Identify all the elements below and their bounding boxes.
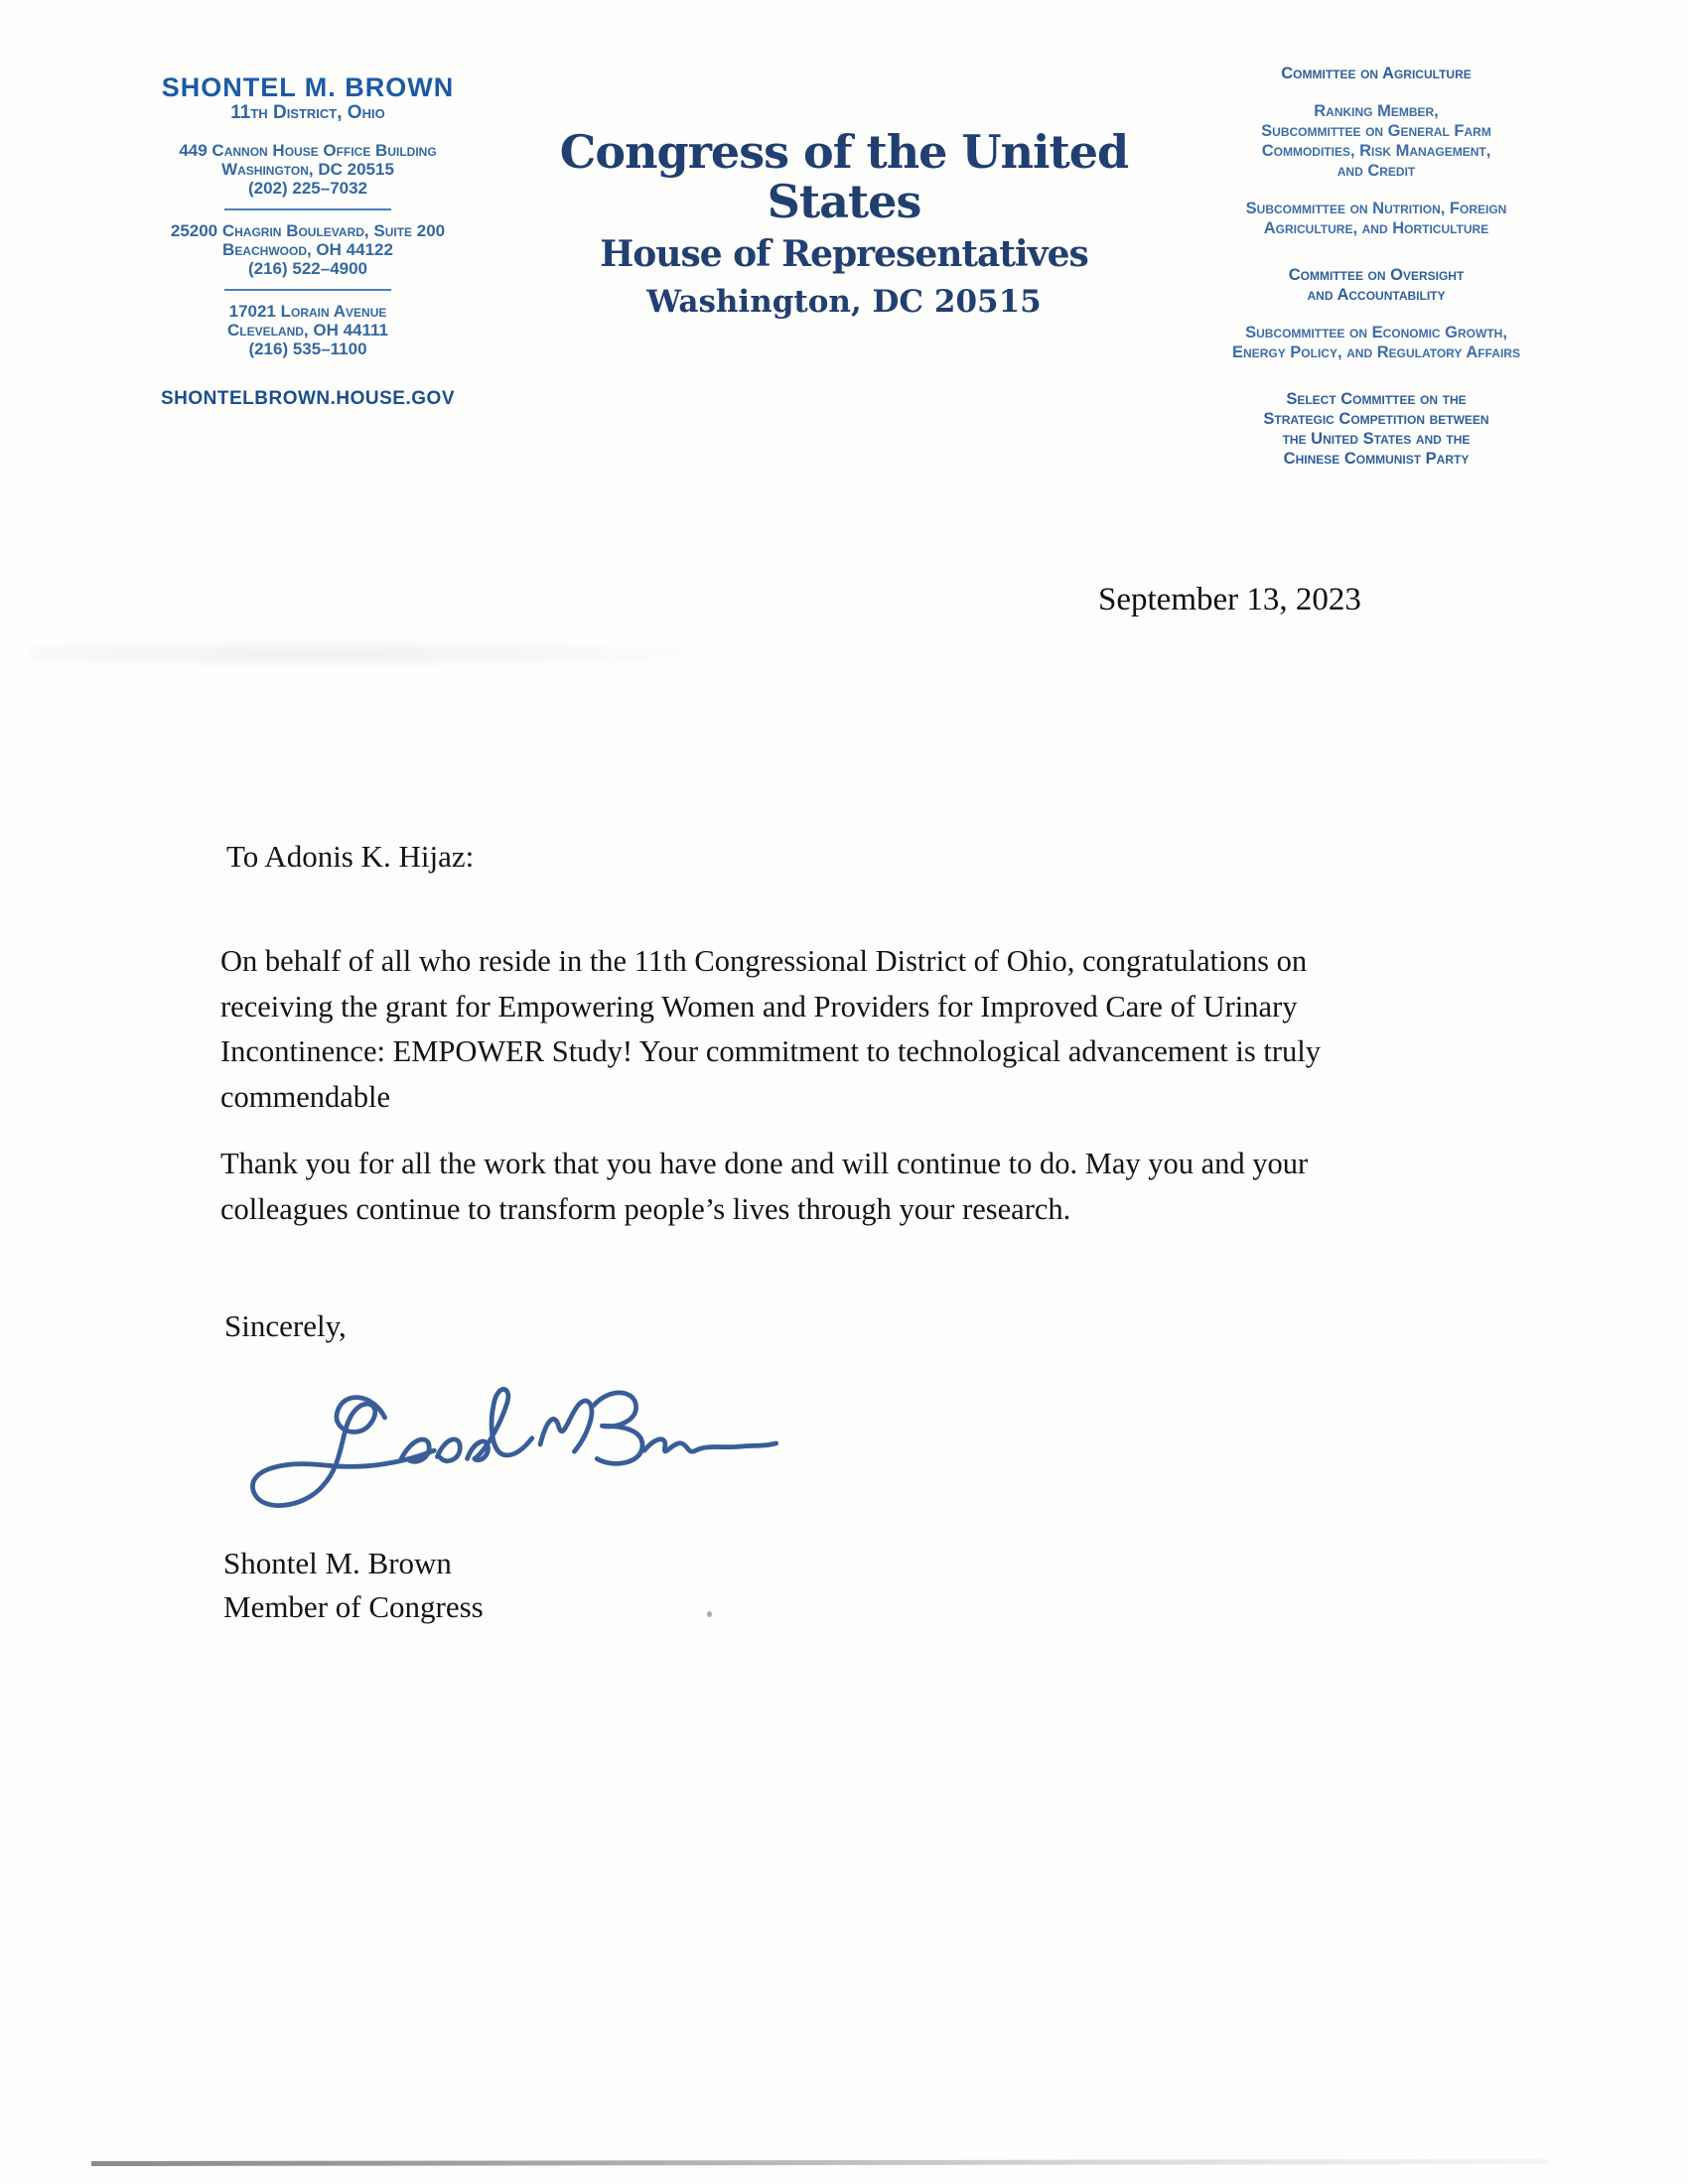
body-line: Incontinence: EMPOWER Study! Your commitment to technological advancement is truly [220,1034,1321,1068]
subcommittee-general-farm [1177,101,1576,181]
committee-line: Committee on Agriculture [1281,65,1472,82]
committee-line: Energy Policy, and Regulatory Affairs [1232,343,1520,361]
letterhead-center [516,127,1172,320]
select-committee-china [1177,389,1576,469]
washington-line: Washington, DC 20515 [646,284,1042,320]
committee-line: Select Committee on the [1286,390,1467,408]
scan-smudge [30,640,715,668]
divider [224,208,391,210]
office-address-cleveland [107,302,508,358]
body-line: On behalf of all who reside in the 11th Congressional District of Ohio, congratulations on [220,944,1308,978]
signer-name: Shontel M. Brown [223,1546,452,1580]
phone-line: (202) 225–7032 [247,179,368,198]
committee-line: and Accountability [1307,286,1446,304]
address-line: Beachwood, OH 44122 [222,240,393,259]
committee-line: Commodities, Risk Management, [1261,142,1491,160]
salutation: To Adonis K. Hijaz: [226,839,475,874]
closing: Sincerely, [224,1308,347,1343]
body-line: Thank you for all the work that you have done and will continue to do. May you and your [220,1147,1309,1180]
committee-line: Subcommittee on General Farm [1261,122,1491,140]
office-address-dc [107,141,508,198]
paragraph-2 [220,1142,1432,1232]
signature-image [230,1362,786,1531]
committee-line: Committee on Oversight [1288,266,1465,284]
member-name: SHONTEL M. BROWN [161,72,455,102]
scan-speck [707,1611,712,1617]
paragraph-1 [220,939,1432,1120]
letterhead-left-column [107,72,508,410]
committee-list [1177,64,1576,469]
letter-date: September 13, 2023 [1098,582,1361,617]
committee-line: Strategic Competition between [1263,410,1489,428]
committee-agriculture [1177,64,1576,83]
committee-line: Chinese Communist Party [1283,450,1470,468]
office-address-beachwood [107,221,508,278]
committee-oversight [1177,265,1576,305]
signature-block [223,1542,484,1629]
website-url: SHONTELBROWN.HOUSE.GOV [160,388,455,409]
phone-line: (216) 535–1100 [248,340,367,358]
committee-line: Subcommittee on Nutrition, Foreign [1245,200,1507,217]
committee-line: and Credit [1336,162,1416,180]
address-line: 17021 Lorain Avenue [228,302,387,321]
committee-line: Ranking Member, [1314,102,1439,120]
subcommittee-nutrition [1177,199,1576,238]
body-line: commendable [220,1079,391,1114]
body-line: colleagues continue to transform people’s lives through your research. [220,1191,1071,1226]
body-line: receiving the grant for Empowering Women and Providers for Improved Care of Urinary [220,989,1298,1024]
address-line: 25200 Chagrin Boulevard, Suite 200 [170,221,446,240]
committee-line: Subcommittee on Economic Growth, [1245,324,1507,341]
district-line: 11th District, Ohio [230,102,385,123]
address-line: 449 Cannon House Office Building [179,141,437,160]
committee-line: the United States and the [1282,430,1471,448]
divider [224,289,391,291]
congress-title: Congress of the United States [559,125,1129,228]
house-subtitle: House of Representatives [600,233,1088,275]
page-bottom-scan-edge [91,2159,1549,2166]
address-line: Washington, DC 20515 [221,160,394,179]
committee-line: Agriculture, and Horticulture [1263,219,1489,237]
signer-title: Member of Congress [223,1589,484,1624]
address-line: Cleveland, OH 44111 [226,321,388,340]
phone-line: (216) 522–4900 [247,259,368,278]
subcommittee-economic-growth [1177,323,1576,362]
